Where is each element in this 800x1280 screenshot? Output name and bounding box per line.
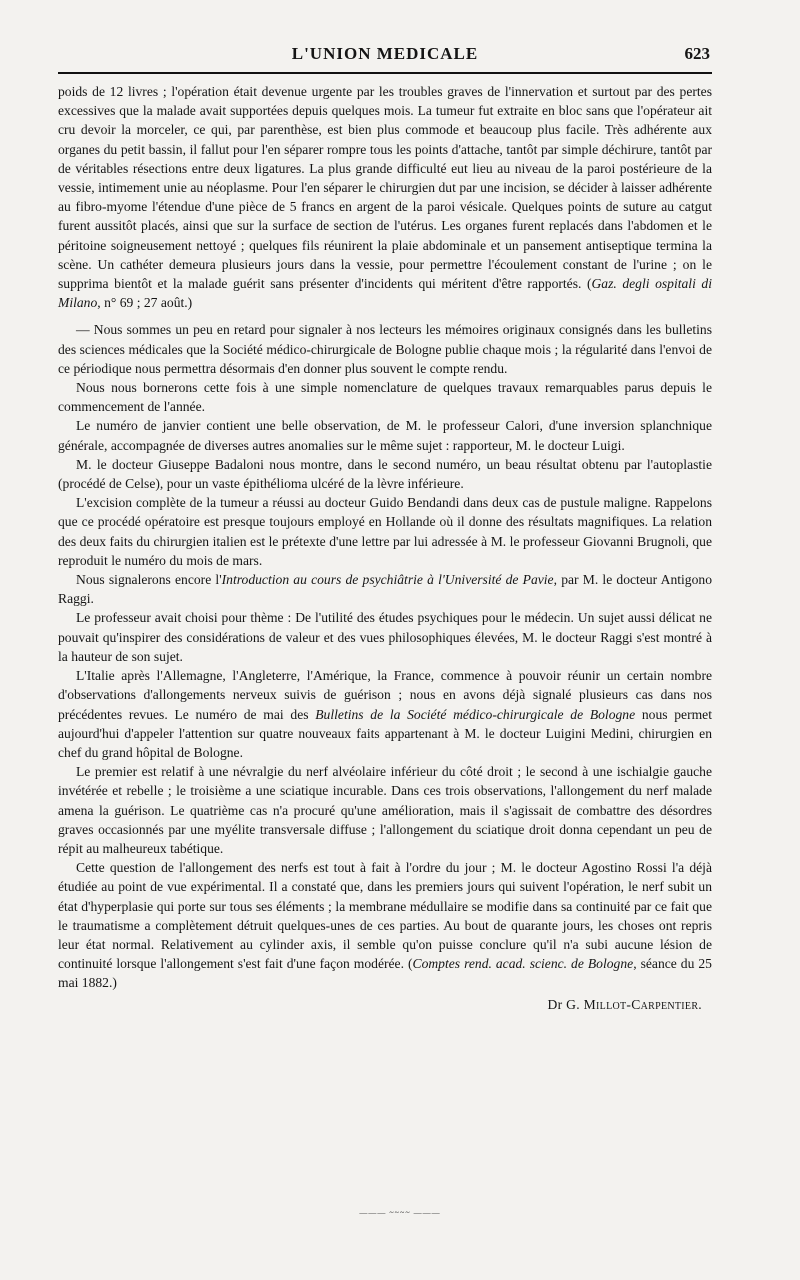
journal-page	[58, 36, 712, 1013]
paragraph-1	[58, 82, 712, 312]
author-signature	[58, 997, 712, 1013]
paragraph-9	[58, 666, 712, 762]
paragraph-9-text: L'Italie après l'Allemagne, l'Angleterre, l'Amérique, la France, commence à pouvoir réunir un certain nombre d'observations d'allongements nerveux suivis de guérison ; nous en avons déjà signalé plusieurs cas dans nos précédentes revues. Le numéro de mai des	[58, 668, 712, 722]
header-rule	[58, 72, 712, 74]
paragraph-11-source: Comptes rend. acad. scienc. de Bologne	[412, 956, 634, 972]
paragraph-9-tail: nous permet aujourd'hui d'appeler l'attention sur quatre nouveaux faits appartenant à M. le docteur Luigini Medini, chirurgien en chef du grand hôpital de Bologne.	[58, 706, 712, 760]
paragraph-5: M. le docteur Giuseppe Badaloni nous montre, dans le second numéro, un beau résultat obtenu par l'autoplastie (procédé de Celse), pour un vaste épithélioma ulcéré de la lèvre inférieure.	[58, 456, 712, 492]
paragraph-1-text: poids de 12 livres ; l'opération était devenue urgente par les troubles graves de l'innervation et surtout par des pertes excessives que la malade avait supportées depuis quelques mois. La tumeur fut extraite en bloc sans que l'opérateur ait cru devoir la morceler, ce qui, par parenthèse, est bien plus commode et beaucoup plus facile. Très adhérente aux organes du petit bassin, il fallut pour l'en séparer rompre tous les points d'attache, tantôt par simple déchirure, tantôt par de véritables résections entre deux ligatures. La plus grande difficulté eut lieu au niveau de la paroi postérieure de la vessie, intimement unie au néoplasme. Pour l'en séparer le chirurgien dut par une incision, se décider à laisser adhérente au fibro-myome l'étendue d'une pièce de 5 francs en argent de la paroi vésicale. Quelques points de suture au catgut furent aussitôt placés, ainsi que sur la surface de section de l'utérus. Les organes furent replacés dans l'abdomen et le péritoine soigneusement nettoyé ; quelques fils réunirent la plaie abdominale et un pansement antiseptique termina la scène. Un cathéter demeura plusieurs jours dans la vessie, pour permettre l'écoulement constant de l'urine ; on le supprima bientôt et la malade guérit sans présenter d'incidents qui méritent d'être rapportés. (	[58, 84, 712, 292]
paragraph-7-tail: , par M. le docteur Antigono Raggi.	[58, 572, 712, 607]
paragraph-7-title: Introduction au cours de psychiâtrie à l'Université de Pavie	[221, 572, 554, 588]
paragraph-4: Le numéro de janvier contient une belle observation, de M. le professeur Calori, d'une inversion splanchnique générale, accompagnée de diverses autres anomalies sur le même sujet : rapporteur, M. le docteur Luigi.	[58, 418, 712, 453]
paragraph-7	[58, 570, 712, 608]
paragraph-11	[58, 858, 712, 992]
paragraph-10: Le premier est relatif à une névralgie du nerf alvéolaire inférieur du côté droit ; le second à une ischialgie gauche invétérée et rebelle ; le troisième a une sciatique incurable. Dans ces trois observations, l'allongement du nerf malade amena la guérison. Le quatrième cas n'a procuré qu'une amélioration, mais il s'agissait de combattre des désordres graves occasionnés par une myélite transversale diffuse ; l'allongement du sciatique droit donna cependant un peu de répit au malheureux tabétique.	[58, 764, 712, 856]
paragraph-1-source: Gaz. degli ospitali di Milano	[58, 276, 712, 311]
footer-ornament: ——— ~~~~ ———	[359, 1208, 441, 1217]
page-number: 623	[684, 44, 710, 63]
page-header	[58, 36, 712, 66]
paragraph-9-title: Bulletins de la Société médico-chirurgicale de Bologne	[315, 706, 636, 722]
paragraph-11-text: Cette question de l'allongement des nerfs est tout à fait à l'ordre du jour ; M. le docteur Agostino Rossi l'a déjà étudiée au point de vue expérimental. Il a constaté que, dans les premiers jours qui suivent l'opération, le nerf subit un état d'hyperplasie qui porte sur tous ses éléments ; la membrane médullaire se modifie dans sa continuité par ce fait que le traumatisme a complètement détruit quelques-unes de ces parties. Au bout de quarante jours, les choses ont repris leur état normal. Relativement au cylinder axis, il semble qu'on puisse conclure qu'il n'a subi aucune lésion de continuité lorsque l'allongement s'est fait d'une façon modérée. (	[58, 860, 712, 972]
running-title: L'UNION MEDICALE	[291, 44, 479, 63]
paragraph-2: — Nous sommes un peu en retard pour signaler à nos lecteurs les mémoires originaux consignés dans les bulletins des sciences médicales que la Société médico-chirurgicale de Bologne publie chaque mois ; la régularité dans l'envoi de ce périodique nous permettra désormais d'en donner plus souvent le compte rendu.	[58, 322, 712, 376]
paragraph-8: Le professeur avait choisi pour thème : De l'utilité des études psychiques pour le médecin. Un sujet aussi délicat ne pouvait qu'inspirer des considérations de valeur et des vues philosophiques élevées, M. le docteur Raggi s'est montré à la hauteur de son sujet.	[58, 610, 712, 664]
paragraph-3: Nous nous bornerons cette fois à une simple nomenclature de quelques travaux remarquables parus depuis le commencement de l'année.	[58, 380, 712, 415]
paragraph-11-tail: , séance du 25 mai 1882.)	[58, 956, 712, 991]
signature-name: Millot-Carpentier.	[583, 996, 702, 1012]
paragraph-6: L'excision complète de la tumeur a réussi au docteur Guido Bendandi dans deux cas de pustule maligne. Rappelons que ce procédé opératoire est presque toujours employé en Hollande où il donne des résultats magnifiques. La relation des deux faits du chirurgien italien est le prétexte d'une lettre par lui adressée à M. le professeur Giovanni Brugnoli, que reproduit le numéro du mois de mars.	[58, 495, 712, 568]
signature-prefix: Dr G.	[547, 996, 584, 1012]
paragraph-1-source-tail: , n° 69 ; 27 août.)	[97, 295, 193, 311]
paragraph-7-text: Nous signalerons encore l'	[76, 572, 222, 588]
